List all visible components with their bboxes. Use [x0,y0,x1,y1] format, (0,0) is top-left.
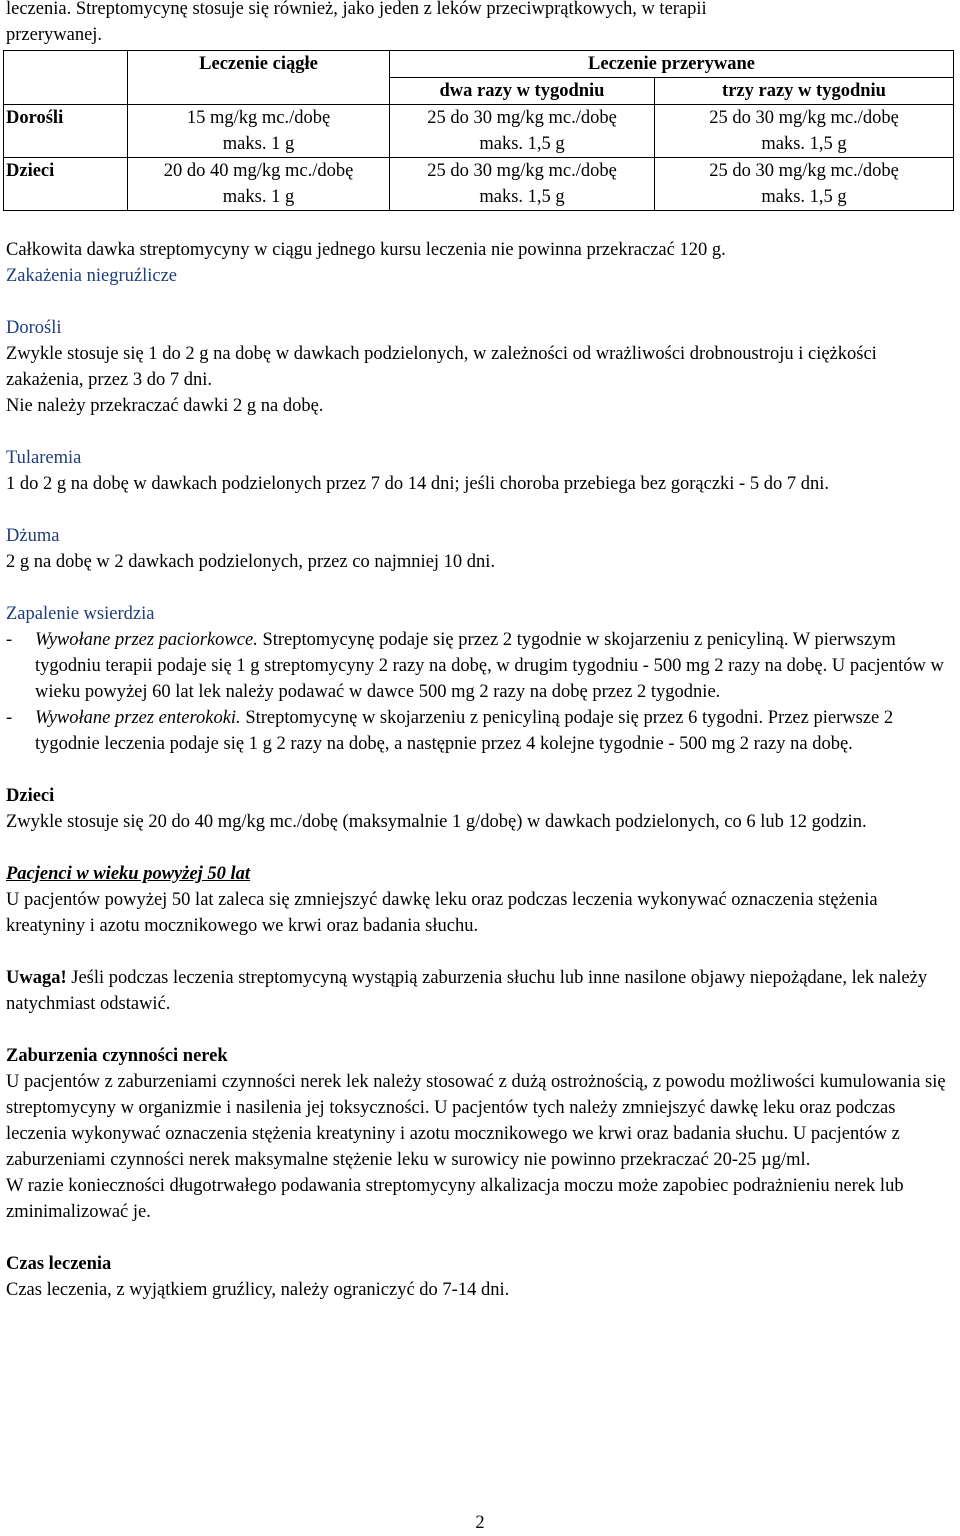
subheader-twice-weekly: dwa razy w tygodniu [390,78,655,105]
children-text: Zwykle stosuje się 20 do 40 mg/kg mc./dobę (maksymalnie 1 g/dobę) w dawkach podzielonych, co 6 lub 12 godzin. [6,812,867,832]
row-label-children: Dzieci [4,158,128,211]
subheading-tularemia: Tularemia [6,448,82,468]
table-header-row [4,51,954,78]
text-streptococci: Streptomycynę podaje się przez 2 tygodnie w skojarzeniu z penicyliną. W pierwszym tygodniu terapii podaje się 1 g streptomycyny 2 razy na dobę, w drugim tygodniu - 500 mg 2 razy na dobę. U pacjentów w wieku powyżej 60 lat lek należy podawać w dawce 500 mg 2 razy na dobę przez 2 tygodnie. [35,630,944,702]
cell-children-continuous: 20 do 40 mg/kg mc./dobę maks. 1 g [128,158,390,211]
row-label-adults: Dorośli [4,105,128,158]
intro-line-1: leczenia. Streptomycynę stosuje się również, jako jeden z leków przeciwprątkowych, w terapii [6,0,707,19]
header-intermittent: Leczenie przerywane [390,51,954,78]
cause-enterococci: Wywołane przez enterokoki. [35,708,241,728]
list-item-streptococci: - Wywołane przez paciorkowce. Streptomycynę podaje się przez 2 tygodnie w skojarzeniu z penicyliną. W pierwszym tygodniu terapii podaje się 1 g streptomycyny 2 razy na dobę, w drugim tygodniu - 500 mg 2 razy na dobę. U pacjentów w wieku powyżej 60 lat lek należy podawać w dawce 500 mg 2 razy na dobę przez 2 tygodnie. [6,630,944,702]
cell-children-thrice: 25 do 30 mg/kg mc./dobę maks. 1,5 g [655,158,954,211]
cell-children-twice: 25 do 30 mg/kg mc./dobę maks. 1,5 g [390,158,655,211]
subheading-plague: Dżuma [6,526,60,546]
list-item-enterococci: - Wywołane przez enterokoki. Streptomycynę w skojarzeniu z penicyliną podaje się przez 6 tygodni. Przez pierwsze 2 tygodnie leczenia podaje się 1 g 2 razy na dobę, a następnie przez 4 kolejne tygodnie - 500 mg 2 razy na dobę. [6,708,894,754]
cause-streptococci: Wywołane przez paciorkowce. [35,630,258,650]
subheader-thrice-weekly: trzy razy w tygodniu [655,78,954,105]
table-corner-cell [4,51,128,105]
cell-adults-continuous: 15 mg/kg mc./dobę maks. 1 g [128,105,390,158]
dosage-table [3,50,954,211]
section-heading-children: Dzieci [6,786,55,806]
section-heading-nontb: Zakażenia niegruźlicze [6,266,178,286]
warning-paragraph [6,965,954,1017]
duration-text: Czas leczenia, z wyjątkiem gruźlicy, należy ograniczyć do 7-14 dni. [6,1280,510,1300]
adults-dosage-text: Zwykle stosuje się 1 do 2 g na dobę w dawkach podzielonych, w zależności od wrażliwości drobnoustroju i ciężkości zakażenia, przez 3 do 7 dni. [6,344,877,390]
subheading-endocarditis: Zapalenie wsierdzia [6,604,155,624]
section-heading-duration: Czas leczenia [6,1254,112,1274]
warning-label: Uwaga! [6,968,67,988]
renal-text-2: W razie konieczności długotrwałego podawania streptomycyny alkalizacja moczu może zapobiec podrażnieniu nerek lub zminimalizować je. [6,1176,904,1222]
subheading-adults: Dorośli [6,318,62,338]
text-enterococci: Streptomycynę w skojarzeniu z penicyliną podaje się przez 6 tygodni. Przez pierwsze 2 tygodnie leczenia podaje się 1 g 2 razy na dobę, a następnie przez 4 kolejne tygodnie - 500 mg 2 razy na dobę. [35,708,894,754]
page-number: 2 [475,1513,485,1533]
section-heading-renal: Zaburzenia czynności nerek [6,1046,228,1066]
endocarditis-list [6,627,954,757]
table-row-children [4,158,954,211]
tularemia-text: 1 do 2 g na dobę w dawkach podzielonych przez 7 do 14 dni; jeśli choroba przebiega bez gorączki - 5 do 7 dni. [6,474,829,494]
header-continuous: Leczenie ciągłe [128,51,390,105]
total-dose-note: Całkowita dawka streptomycyny w ciągu jednego kursu leczenia nie powinna przekraczać 120 g. [6,240,726,260]
adults-max-dose: Nie należy przekraczać dawki 2 g na dobę. [6,396,324,416]
warning-text: Jeśli podczas leczenia streptomycyną wystąpią zaburzenia słuchu lub inne nasilone objawy niepożądane, lek należy natychmiast odstawić. [6,968,928,1014]
table-row-adults [4,105,954,158]
section-heading-elderly: Pacjenci w wieku powyżej 50 lat [6,864,251,884]
intro-line-2: przerywanej. [6,25,103,45]
elderly-text: U pacjentów powyżej 50 lat zaleca się zmniejszyć dawkę leku oraz podczas leczenia wykonywać oznaczenia stężenia kreatyniny i azotu mocznikowego we krwi oraz badania słuchu. [6,890,878,936]
renal-text-1: U pacjentów z zaburzeniami czynności nerek lek należy stosować z dużą ostrożnością, z powodu możliwości kumulowania się streptomycyny w organizmie i nasilenia jej toksyczności. U pacjentów tych należy zmniejszyć dawkę leku oraz podczas leczenia wykonywać oznaczenia stężenia kreatyniny i azotu mocznikowego we krwi oraz badania słuchu. U pacjentów z zaburzeniami czynności nerek maksymalne stężenie leku w surowicy nie powinno przekraczać 20-25 µg/ml. [6,1072,946,1170]
plague-text: 2 g na dobę w 2 dawkach podzielonych, przez co najmniej 10 dni. [6,552,496,572]
document-page [6,0,954,1303]
cell-adults-twice: 25 do 30 mg/kg mc./dobę maks. 1,5 g [390,105,655,158]
cell-adults-thrice: 25 do 30 mg/kg mc./dobę maks. 1,5 g [655,105,954,158]
